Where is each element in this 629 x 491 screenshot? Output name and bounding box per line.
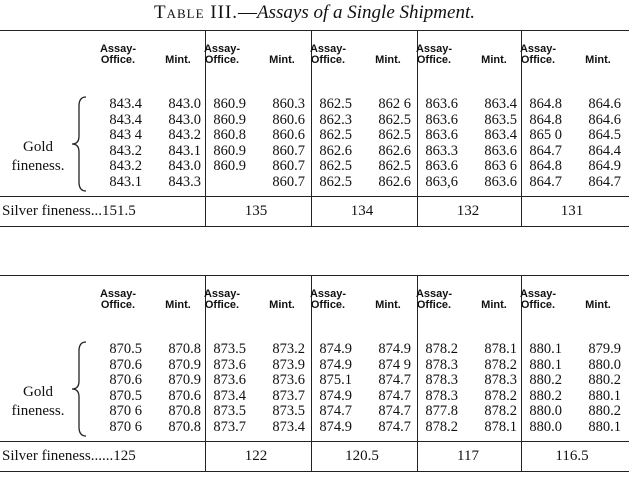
mint-header: Mint.	[269, 54, 295, 66]
assay-table-upper	[0, 30, 629, 230]
assay-value: 880.1	[529, 341, 562, 357]
mint-value: 843.0	[168, 111, 201, 128]
assay-value: 873.4	[213, 387, 246, 404]
assay-office-header: Assay- Office.	[519, 43, 557, 66]
assay-value: 880.1	[529, 356, 562, 373]
silver-fineness-value: 125	[113, 448, 136, 464]
assay-value: 870.5	[109, 387, 142, 404]
mint-value: 843.3	[168, 174, 201, 190]
assay-value: 862.5	[319, 96, 352, 112]
assay-office-header: Assay- Office.	[415, 43, 453, 66]
mint-value: 878.3	[484, 372, 517, 389]
mint-value: 862.5	[378, 111, 411, 128]
silver-fineness-text: Silver fineness	[2, 448, 91, 464]
mint-value: 862.5	[378, 158, 411, 175]
assay-value: 878.3	[425, 387, 458, 404]
mint-value: 864.7	[588, 174, 621, 190]
assay-value: 878.3	[425, 372, 458, 389]
mint-value: 860.7	[272, 158, 305, 175]
assay-office-header: Assay- Office.	[203, 288, 241, 311]
assay-value: 878.2	[425, 341, 458, 357]
assay-value: 873.7	[213, 419, 246, 435]
assay-value: 863.6	[425, 111, 458, 128]
assay-value: 873.5	[213, 403, 246, 420]
assay-office-header: Assay- Office.	[309, 43, 347, 66]
assay-value: 843.2	[109, 142, 142, 159]
table-bottom-rule	[0, 226, 629, 227]
mint-header: Mint.	[481, 299, 507, 311]
mint-value: 862.6	[378, 174, 411, 190]
mint-value: 843.1	[168, 142, 201, 159]
assay-value: 870.5	[109, 341, 142, 357]
assay-value: 870 6	[109, 419, 142, 435]
mint-value: 864.9	[588, 158, 621, 175]
mint-value: 863.6	[484, 142, 517, 159]
mint-value: 862.5	[378, 127, 411, 144]
mint-header: Mint.	[375, 299, 401, 311]
mint-value: 870.9	[168, 356, 201, 373]
assay-value: 865 0	[529, 127, 562, 144]
assay-office-header: Assay- Office.	[519, 288, 557, 311]
gold-bottom-rule	[0, 441, 629, 442]
assay-value: 863,6	[425, 174, 458, 190]
assay-value: 863.3	[425, 142, 458, 159]
mint-value: 874.7	[378, 403, 411, 420]
mint-value: 843.0	[168, 158, 201, 175]
mint-value: 878.1	[484, 341, 517, 357]
assay-value: 864.8	[529, 158, 562, 175]
assay-value: 863.6	[425, 158, 458, 175]
table-top-rule	[0, 275, 629, 276]
silver-fineness-value: 151.5	[101, 203, 136, 219]
silver-fineness-label	[2, 447, 136, 465]
mint-value: 843.0	[168, 96, 201, 112]
mint-header: Mint.	[269, 299, 295, 311]
silver-fineness-value: 135	[244, 203, 268, 219]
mint-value: 874 9	[378, 356, 411, 373]
assay-value: 860.9	[213, 158, 246, 175]
assay-value: 880.2	[529, 372, 562, 389]
assay-value: 862.5	[319, 127, 352, 144]
assay-value: 860.9	[213, 111, 246, 128]
mint-value: 873.2	[272, 341, 305, 357]
assay-value: 862.3	[319, 111, 352, 128]
mint-value: 860.7	[272, 174, 305, 190]
mint-value: 878.2	[484, 356, 517, 373]
gold-bottom-rule	[0, 196, 629, 197]
assay-value: 875.1	[319, 372, 352, 389]
assay-value: 843.4	[109, 111, 142, 128]
mint-header: Mint.	[481, 54, 507, 66]
silver-fineness-value: 131	[560, 203, 584, 219]
mint-value: 878.2	[484, 403, 517, 420]
mint-value: 878.2	[484, 387, 517, 404]
mint-header: Mint.	[375, 54, 401, 66]
mint-header: Mint.	[585, 54, 611, 66]
mint-value: 874.7	[378, 419, 411, 435]
assay-office-header: Assay- Office.	[415, 288, 453, 311]
silver-fineness-value: 134	[350, 203, 374, 219]
assay-value: 870 6	[109, 403, 142, 420]
mint-value: 864.6	[588, 96, 621, 112]
assay-value: 864.7	[529, 174, 562, 190]
assay-value: 874.9	[319, 419, 352, 435]
table-bottom-rule	[0, 471, 629, 472]
assay-value: 873.5	[213, 341, 246, 357]
assay-value: 862.6	[319, 142, 352, 159]
mint-header: Mint.	[585, 299, 611, 311]
mint-value: 880.1	[588, 387, 621, 404]
assay-table-lower	[0, 275, 629, 475]
assay-value: 864.7	[529, 142, 562, 159]
mint-value: 864.5	[588, 127, 621, 144]
mint-value: 874.7	[378, 387, 411, 404]
mint-value: 873.7	[272, 387, 305, 404]
mint-value: 863.5	[484, 111, 517, 128]
mint-value: 880.2	[588, 403, 621, 420]
mint-value: 879.9	[588, 341, 621, 357]
assay-value: 877.8	[425, 403, 458, 420]
mint-value: 843.2	[168, 127, 201, 144]
assay-value: 878.2	[425, 419, 458, 435]
gold-fineness-label: Gold fineness.	[11, 139, 65, 174]
mint-value: 860.7	[272, 142, 305, 159]
curly-brace-icon	[70, 341, 88, 437]
mint-value: 860.3	[272, 96, 305, 112]
assay-value: 862.5	[319, 174, 352, 190]
silver-fineness-value: 122	[244, 448, 268, 464]
leader-dots: ......	[90, 448, 114, 464]
assay-value: 860.8	[213, 127, 246, 144]
mint-value: 863.4	[484, 96, 517, 112]
table-title	[0, 2, 629, 24]
assay-value: 860.9	[213, 142, 246, 159]
assay-value: 863.6	[425, 127, 458, 144]
silver-fineness-value: 116.5	[555, 448, 589, 464]
mint-value: 870.8	[168, 403, 201, 420]
mint-value: 873.5	[272, 403, 305, 420]
assay-value: 874.9	[319, 356, 352, 373]
assay-value: 870.6	[109, 372, 142, 389]
assay-value: 870.6	[109, 356, 142, 373]
assay-value: 864.8	[529, 111, 562, 128]
silver-fineness-value: 117	[457, 448, 479, 464]
assay-value: 878.3	[425, 356, 458, 373]
silver-fineness-value: 132	[456, 203, 480, 219]
mint-value: 864.4	[588, 142, 621, 159]
table-number: Table III.	[154, 2, 239, 23]
assay-value: 873.6	[213, 356, 246, 373]
mint-value: 870.8	[168, 419, 201, 435]
mint-header: Mint.	[165, 54, 191, 66]
title-dash: —	[238, 2, 258, 23]
silver-fineness-label	[2, 202, 136, 220]
curly-brace-icon	[70, 96, 88, 192]
assay-value: 863.6	[425, 96, 458, 112]
assay-value: 843.4	[109, 96, 142, 112]
assay-value: 862.5	[319, 158, 352, 175]
table-caption: Assays of a Single Shipment.	[257, 2, 475, 23]
assay-value: 843 4	[109, 127, 142, 144]
assay-office-header: Assay- Office.	[203, 43, 241, 66]
assay-value: 880.2	[529, 387, 562, 404]
assay-value: 874.9	[319, 387, 352, 404]
mint-value: 863.4	[484, 127, 517, 144]
assay-value: 880.0	[529, 419, 562, 435]
mint-value: 873.9	[272, 356, 305, 373]
mint-value: 862.6	[378, 142, 411, 159]
mint-value: 870.6	[168, 387, 201, 404]
silver-fineness-text: Silver fineness	[2, 203, 91, 219]
assay-office-header: Assay- Office.	[309, 288, 347, 311]
silver-fineness-value: 120.5	[345, 448, 379, 464]
mint-value: 874.9	[378, 341, 411, 357]
gold-fineness-label: Gold fineness.	[11, 384, 65, 419]
mint-value: 873.4	[272, 419, 305, 435]
mint-header: Mint.	[165, 299, 191, 311]
assay-office-header: Assay- Office.	[99, 288, 137, 311]
assay-value: 880.0	[529, 403, 562, 420]
assay-value: 864.8	[529, 96, 562, 112]
mint-value: 880.1	[588, 419, 621, 435]
mint-value: 873.6	[272, 372, 305, 389]
assay-value: 874.7	[319, 403, 352, 420]
mint-value: 863.6	[484, 174, 517, 190]
mint-value: 878.1	[484, 419, 517, 435]
mint-value: 880.0	[588, 356, 621, 373]
mint-value: 870.8	[168, 341, 201, 357]
mint-value: 864.6	[588, 111, 621, 128]
mint-value: 880.2	[588, 372, 621, 389]
mint-value: 862 6	[378, 96, 411, 112]
mint-value: 860.6	[272, 111, 305, 128]
assay-office-header: Assay- Office.	[99, 43, 137, 66]
assay-value: 860.9	[213, 96, 246, 112]
assay-value: 843.1	[109, 174, 142, 190]
mint-value: 874.7	[378, 372, 411, 389]
leader-dots: ...	[90, 203, 102, 219]
assay-value: 873.6	[213, 372, 246, 389]
assay-value: 843.2	[109, 158, 142, 175]
table-top-rule	[0, 30, 629, 31]
mint-value: 870.9	[168, 372, 201, 389]
mint-value: 860.6	[272, 127, 305, 144]
mint-value: 863 6	[484, 158, 517, 175]
assay-value: 874.9	[319, 341, 352, 357]
